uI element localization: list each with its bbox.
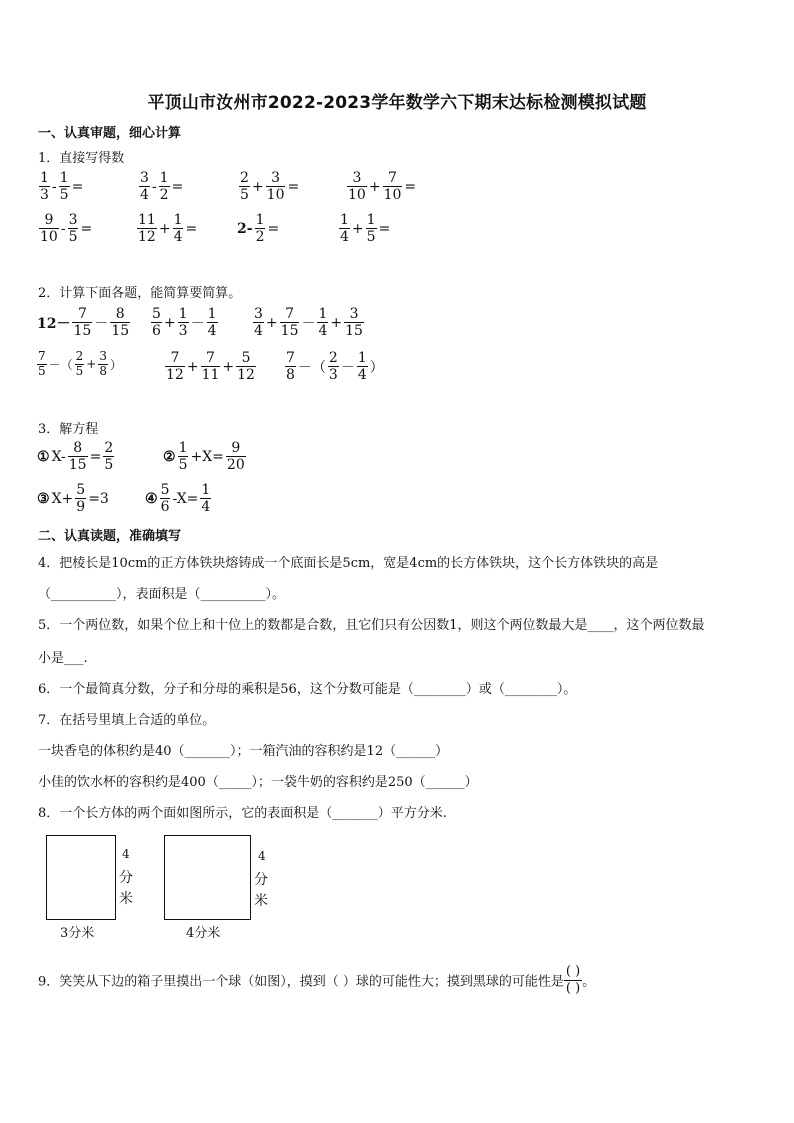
q3-equation-2: ② $\frac{1}{5}$ +X= $\frac{9}{20}$ [163, 440, 245, 474]
q1-item-5: $\frac{9}{10}$ - $\frac{3}{5}$ = [40, 212, 93, 246]
question-3-title: 3．解方程 [38, 422, 99, 437]
face-2-height-unit-2: 米 [254, 893, 268, 909]
q3-equation-3: ③ X+ $\frac{5}{9}$ =3 [37, 482, 109, 516]
q2-expr-5: $\frac{7}{12}$ + $\frac{7}{11}$ + $\frac{5}{12}$ [166, 350, 255, 384]
fraction: $\frac{3}{4}$ [254, 306, 263, 340]
face-1-height-unit-2: 米 [119, 891, 133, 907]
q2-expr-6: $\frac{7}{8}$ －（ $\frac{2}{3}$ － $\frac{1}{4}$ ） [286, 350, 384, 384]
rectangle-face-2 [164, 835, 251, 920]
question-9-text: 9．笑笑从下边的箱子里摸出一个球（如图），摸到（ ）球的可能性大；摸到黑球的可能性是 [38, 974, 564, 990]
question-9: 9．笑笑从下边的箱子里摸出一个球（如图），摸到（ ）球的可能性大；摸到黑球的可能性是 $\frac{( )}{( )}$ 。 [38, 964, 596, 996]
fraction: $\frac{1}{2}$ [255, 212, 265, 246]
face-2-height-unit-1: 分 [254, 872, 268, 888]
question-4-line-1: 4．把棱长是10cm的正方体铁块熔铸成一个底面长是5cm，宽是4cm的长方体铁块，这个长方体铁块的高是 [38, 556, 659, 571]
fraction: $\frac{2}{5}$ [75, 349, 84, 378]
q3-equation-1: ① X- $\frac{8}{15}$ = $\frac{2}{5}$ [37, 440, 114, 474]
q2-expr-2: $\frac{5}{6}$ + $\frac{1}{3}$ － $\frac{1}{4}$ [152, 306, 217, 340]
fraction: $\frac{3}{5}$ [68, 212, 78, 246]
fraction: $\frac{11}{12}$ [138, 212, 156, 246]
fraction: $\frac{5}{6}$ [160, 482, 170, 516]
fraction: $\frac{1}{4}$ [340, 212, 349, 246]
face-1-height-unit-1: 分 [119, 870, 133, 886]
fraction: $\frac{1}{4}$ [207, 306, 217, 340]
fraction: $\frac{3}{15}$ [345, 306, 363, 340]
question-5-line-1: 5．一个两位数，如果个位上和十位上的数都是合数，且它们只有公因数1，则这个两位数最大是____，这个两位数最 [38, 618, 705, 633]
fraction: $\frac{1}{4}$ [201, 482, 211, 516]
q1-item-1: $\frac{1}{3}$ - $\frac{1}{5}$ = [40, 170, 84, 204]
face-1-height-number: 4 [122, 847, 130, 861]
section-2-heading: 二、认真读题，准确填写 [38, 529, 182, 544]
fraction: $\frac{8}{15}$ [111, 306, 130, 340]
fraction: $\frac{1}{3}$ [178, 306, 188, 340]
q1-item-2: $\frac{3}{4}$ - $\frac{1}{2}$ = [140, 170, 184, 204]
fraction: $\frac{1}{5}$ [59, 170, 69, 204]
question-4-line-2: （__________），表面积是（__________）。 [38, 587, 286, 602]
question-1-title: 1．直接写得数 [38, 151, 125, 166]
q1-item-8: $\frac{1}{4}$ + $\frac{1}{5}$ = [340, 212, 391, 246]
q2-expr-3: $\frac{3}{4}$ + $\frac{7}{15}$ － $\frac{1}{4}$ + $\frac{3}{15}$ [254, 306, 363, 340]
fraction: $\frac{1}{2}$ [159, 170, 169, 204]
q2-expr-1: 12－ $\frac{7}{15}$ － $\frac{8}{15}$ [37, 306, 130, 340]
fraction: $\frac{7}{15}$ [73, 306, 92, 340]
rectangle-face-1 [46, 835, 116, 920]
fraction: $\frac{7}{12}$ [166, 350, 184, 384]
fraction: $\frac{7}{15}$ [280, 306, 299, 340]
q1-item-3: $\frac{2}{5}$ + $\frac{3}{10}$ = [240, 170, 300, 204]
fraction: $\frac{7}{8}$ [286, 350, 295, 384]
question-7-line-2: 小佳的饮水杯的容积约是400（_____）；一袋牛奶的容积约是250（______） [38, 775, 478, 790]
fraction: $\frac{7}{11}$ [201, 350, 220, 384]
q1-item-4: $\frac{3}{10}$ + $\frac{7}{10}$ = [348, 170, 417, 204]
fraction: $\frac{3}{8}$ [99, 349, 107, 378]
fraction: $\frac{2}{5}$ [104, 440, 114, 474]
fraction: $\frac{1}{4}$ [357, 350, 367, 384]
fraction: $\frac{7}{10}$ [383, 170, 402, 204]
question-2-title: 2．计算下面各题，能简算要简算。 [38, 286, 242, 301]
face-2-width-label: 4分米 [186, 926, 221, 941]
question-8: 8．一个长方体的两个面如图所示，它的表面积是（_______）平方分米. [38, 806, 447, 821]
fraction: $\frac{1}{4}$ [173, 212, 183, 246]
fraction: $\frac{5}{6}$ [152, 306, 161, 340]
question-6: 6．一个最简真分数，分子和分母的乘积是56，这个分数可能是（________）或（________）。 [38, 682, 577, 697]
fraction: $\frac{3}{10}$ [348, 170, 366, 204]
fraction: $\frac{3}{10}$ [266, 170, 285, 204]
q1-item-7: 2- $\frac{1}{2}$ = [237, 212, 280, 246]
face-2-height-number: 4 [258, 849, 266, 863]
fraction: $\frac{5}{9}$ [76, 482, 86, 516]
page-title: 平顶山市汝州市2022-2023学年数学六下期末达标检测模拟试题 [147, 93, 647, 113]
fraction: $\frac{7}{5}$ [38, 349, 46, 378]
fraction: $\frac{2}{3}$ [328, 350, 338, 384]
fraction: $\frac{8}{15}$ [68, 440, 87, 474]
answer-fraction-blank: $\frac{( )}{( )}$ [565, 964, 581, 996]
fraction: $\frac{1}{5}$ [178, 440, 188, 474]
face-1-width-label: 3分米 [60, 926, 95, 941]
fraction: $\frac{5}{12}$ [237, 350, 255, 384]
section-1-heading: 一、认真审题，细心计算 [38, 126, 182, 141]
fraction: $\frac{1}{4}$ [318, 306, 328, 340]
q1-item-6: $\frac{11}{12}$ + $\frac{1}{4}$ = [138, 212, 198, 246]
fraction: $\frac{3}{4}$ [140, 170, 149, 204]
fraction: $\frac{1}{3}$ [40, 170, 49, 204]
fraction: $\frac{9}{10}$ [40, 212, 58, 246]
question-7-title: 7．在括号里填上合适的单位。 [38, 713, 216, 728]
fraction: $\frac{2}{5}$ [240, 170, 249, 204]
q3-equation-4: ④ $\frac{5}{6}$ -X= $\frac{1}{4}$ [145, 482, 211, 516]
fraction: $\frac{9}{20}$ [226, 440, 245, 474]
fraction: $\frac{1}{5}$ [366, 212, 376, 246]
q2-expr-4: $\frac{7}{5}$ －（ $\frac{2}{5}$ + $\frac{3}{8}$ ） [38, 349, 123, 378]
question-7-line-1: 一块香皂的体积约是40（_______）；一箱汽油的容积约是12（______） [38, 744, 449, 759]
question-5-line-2: 小是___. [38, 651, 88, 666]
